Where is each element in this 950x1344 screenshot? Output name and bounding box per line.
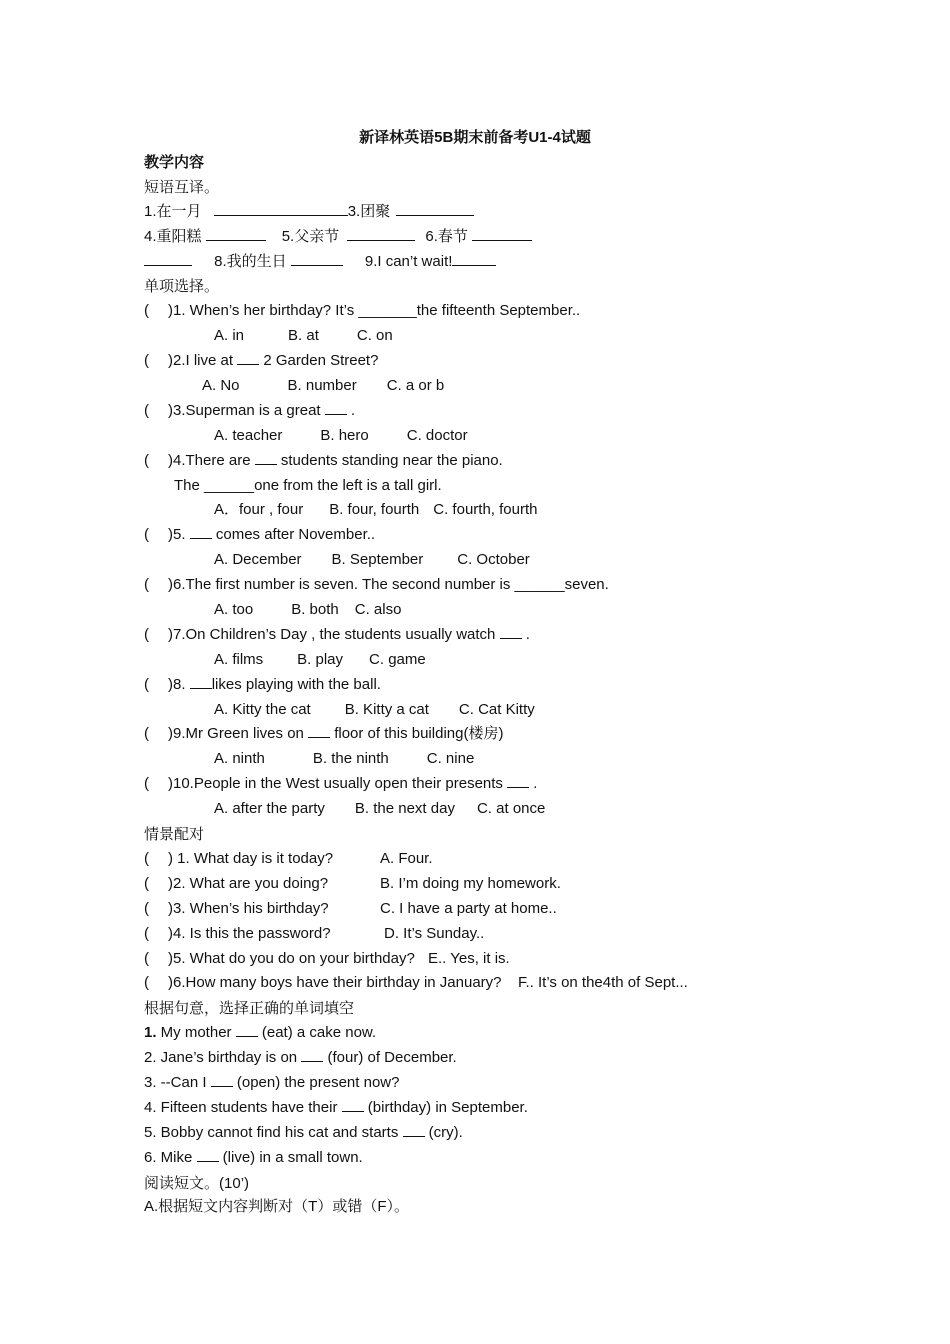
phrase-1: 1.在一月 [144,202,202,220]
option-a: A. ninth [214,750,265,768]
answer-paren[interactable]: ( [144,675,149,693]
fill-stem-end: (open) the present now? [232,1073,400,1091]
option-b: B. Kitty a cat [344,700,429,718]
option-b: B. both [291,601,339,619]
answer-paren[interactable]: ( [144,451,149,469]
question-stem: )2.I live at [168,352,238,370]
match-question: )2. What are you doing? [168,874,329,892]
mc-question-2 [144,349,844,374]
fill-question-1 [144,1021,844,1046]
match-question: )4. Is this the password? [168,924,331,942]
answer-blank[interactable] [211,1072,233,1087]
question-stem-end: floor of this building(楼房) [330,725,504,743]
answer-paren[interactable]: ( [144,625,149,643]
answer-blank[interactable] [301,1047,323,1062]
answer-blank[interactable] [197,1147,219,1162]
option-a: A．four , four [214,501,304,519]
match-row-4 [144,922,844,947]
match-answer: A. Four. [380,849,433,867]
question-stem-end: likes playing with the ball. [211,675,381,693]
fill-stem: 2. Jane’s birthday is on [144,1049,302,1067]
answer-paren[interactable]: ( [144,526,149,544]
answer-blank[interactable] [403,1122,425,1137]
option-c: C. fourth, fourth [433,501,538,519]
option-a: A. teacher [214,426,283,444]
phrase-3: 3.团聚 [347,202,391,220]
answer-paren[interactable]: ( [144,401,149,419]
mc-question-8 [144,673,844,698]
option-b: B. play [297,650,344,668]
answer-paren[interactable]: ( [144,576,149,594]
question-stem-end: . [521,625,530,643]
option-a: A. No [202,377,240,395]
option-b: B. four, fourth [329,501,420,519]
option-b: B. the next day [354,800,455,818]
answer-blank[interactable] [308,723,330,738]
option-a: A. in [214,327,245,345]
answer-blank[interactable] [507,773,529,788]
match-question: )5. What do you do on your birthday? [168,949,415,967]
mc-question-9 [144,722,844,747]
answer-blank[interactable] [255,450,277,465]
fill-question-4 [144,1096,844,1121]
match-answer: E.. Yes, it is. [428,949,510,967]
answer-paren[interactable]: ( [144,775,149,793]
reading-subheading: A.根据短文内容判断对（T）或错（F）。 [144,1198,409,1216]
page-title: 新译林英语5B期末前备考U1-4试题 [359,129,591,146]
mc-options-8 [144,698,844,723]
option-c: C. on [356,327,393,345]
option-a: A. December [214,551,302,569]
answer-paren[interactable]: ( [144,725,149,743]
question-stem: )3.Superman is a great [168,401,325,419]
fill-stem: 4. Fifteen students have their [144,1098,342,1116]
mc-options-4 [144,498,844,523]
section-mc-heading: 单项选择。 [144,277,220,296]
mc-options-5 [144,548,844,573]
option-c: C. game [369,650,426,668]
phrase-6: 6.春节 [425,227,468,245]
fill-question-2 [144,1046,844,1071]
option-a: A. films [214,650,264,668]
answer-blank[interactable] [500,624,522,639]
phrase-9: 9.I can’t wait! [364,252,453,270]
phrase-line-1 [144,200,844,225]
fill-stem-end: (four) of December. [323,1049,457,1067]
answer-paren[interactable]: ( [144,949,149,967]
question-stem: )10.People in the West usually open their presents [168,775,508,793]
answer-blank[interactable] [237,350,259,365]
fill-stem-end: (live) in a small town. [218,1148,363,1166]
question-stem-end: . [346,401,356,419]
answer-paren[interactable]: ( [144,302,149,320]
fill-stem: 5. Bobby cannot find his cat and starts [144,1123,403,1141]
answer-paren[interactable]: ( [144,974,149,992]
question-stem: )6.The first number is seven. The second number is ______seven. [168,576,609,594]
mc-options-3 [144,424,844,449]
match-row-3 [144,897,844,922]
match-row-1 [144,847,844,872]
worksheet-body [144,150,844,1220]
answer-paren[interactable]: ( [144,899,149,917]
question-stem-end: comes after November.. [211,526,376,544]
fill-stem-end: (birthday) in September. [363,1098,528,1116]
match-question: ) 1. What day is it today? [168,849,334,867]
mc-options-10 [144,797,844,822]
answer-blank[interactable] [347,226,415,241]
mc-question-5 [144,523,844,548]
section-reading-heading [144,1171,844,1196]
option-a: A. Kitty the cat [214,700,311,718]
phrase-8: 8.我的生日 [214,252,287,270]
reading-points: (10’) [219,1174,250,1192]
section-fill-heading: 根据句意，选择正确的单词填空 [144,999,355,1018]
answer-blank[interactable] [291,251,343,266]
mc-question-4 [144,449,844,474]
answer-blank[interactable] [342,1097,364,1112]
option-c: C. Cat Kitty [458,700,535,718]
option-a: A. too [214,601,254,619]
mc-options-1 [144,324,844,349]
answer-blank[interactable] [144,251,192,266]
option-c: C. a or b [386,377,445,395]
answer-blank[interactable] [452,251,496,266]
answer-blank[interactable] [190,524,212,539]
fill-stem: 3. --Can I [144,1073,211,1091]
question-stem: )8. [168,675,190,693]
option-b: B. at [288,327,319,345]
option-b: B. number [287,377,357,395]
option-b: B. September [331,551,424,569]
fill-question-3 [144,1071,844,1096]
section-phrases-heading: 短语互译。 [144,177,220,196]
mc-options-2 [144,374,844,399]
mc-question-7 [144,623,844,648]
question-stem: )5. [168,526,190,544]
fill-number: 1. [144,1024,157,1042]
phrase-5: 5.父亲节 [281,227,340,245]
answer-paren[interactable]: ( [144,352,149,370]
mc-question-1 [144,299,844,324]
phrase-line-3 [144,250,844,275]
option-c: C. nine [426,750,475,768]
match-row-5 [144,947,844,972]
answer-blank[interactable] [236,1022,258,1037]
phrase-4: 4.重阳糕 [144,227,202,245]
option-c: C. doctor [406,426,468,444]
match-question: )3. When’s his birthday? [168,899,329,917]
answer-blank[interactable] [214,201,348,216]
fill-stem: 6. Mike [144,1148,197,1166]
answer-paren[interactable]: ( [144,849,149,867]
fill-question-6 [144,1146,844,1171]
question-stem: )1. When’s her birthday? It’s _______the fifteenth September.. [168,302,581,320]
question-stem-end: . [529,775,538,793]
match-answer: D. It’s Sunday.. [384,924,485,942]
match-row-6 [144,971,844,996]
option-c: C. October [457,551,530,569]
option-c: C. also [354,601,402,619]
answer-blank[interactable] [325,400,347,415]
mc-question-4-cont: The ______one from the left is a tall girl. [174,476,442,494]
match-answer: B. I’m doing my homework. [380,874,561,892]
answer-paren[interactable]: ( [144,924,149,942]
option-a: A. after the party [214,800,325,818]
answer-blank[interactable] [190,674,212,689]
match-question: )6.How many boys have their birthday in January? [168,974,502,992]
question-stem: )7.On Children’s Day , the students usually watch [168,625,500,643]
answer-paren[interactable]: ( [144,874,149,892]
match-row-2 [144,872,844,897]
answer-blank[interactable] [396,201,474,216]
option-c: C. at once [476,800,546,818]
question-stem-end: students standing near the piano. [276,451,503,469]
fill-stem: My mother [156,1024,236,1042]
mc-options-9 [144,747,844,772]
match-answer: C. I have a party at home.. [380,899,557,917]
fill-stem-end: (cry). [424,1123,463,1141]
question-stem-end: 2 Garden Street? [259,352,379,370]
section-match-heading: 情景配对 [144,825,205,844]
mc-options-7 [144,648,844,673]
mc-question-3 [144,399,844,424]
subtitle: 教学内容 [144,153,205,171]
question-stem: )9.Mr Green lives on [168,725,309,743]
match-answer: F.. It’s on the4th of Sept... [518,974,688,992]
option-b: B. the ninth [312,750,389,768]
fill-question-5 [144,1121,844,1146]
fill-stem-end: (eat) a cake now. [257,1024,377,1042]
phrase-line-2 [144,225,844,250]
mc-question-6 [144,573,844,598]
question-stem: )4.There are [168,451,255,469]
option-b: B. hero [320,426,369,444]
mc-options-6 [144,598,844,623]
reading-heading-text: 阅读短文。 [144,1173,220,1192]
answer-blank[interactable] [472,226,532,241]
mc-question-10 [144,772,844,797]
answer-blank[interactable] [206,226,266,241]
